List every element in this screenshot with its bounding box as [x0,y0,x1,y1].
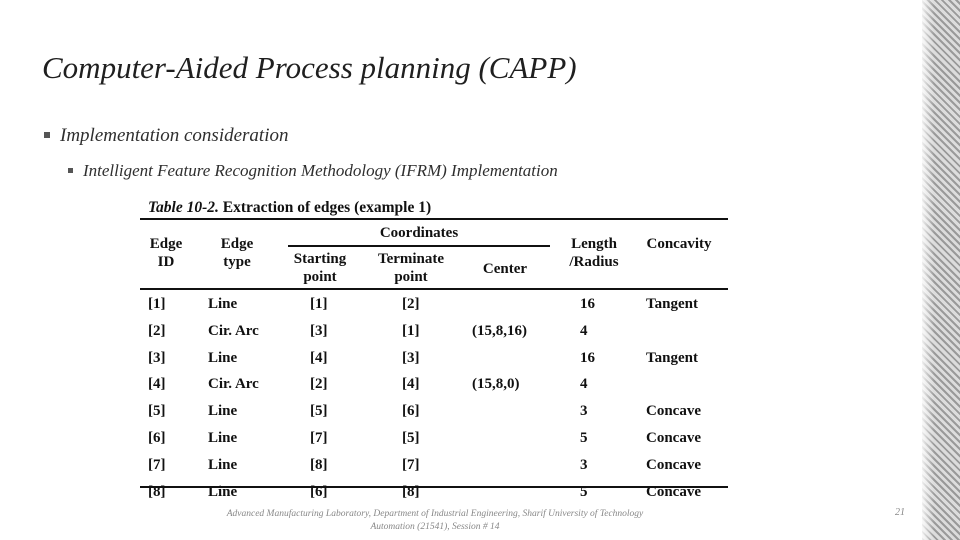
bullet-text: Intelligent Feature Recognition Methodology (IFRM) Implementation [83,161,558,180]
header-concavity: Concavity [646,236,712,252]
cell-starting-point: [2] [310,376,328,393]
cell-concavity: Concave [646,483,701,500]
bullet-text: Implementation consideration [60,125,289,146]
cell-edge-type: Cir. Arc [208,322,259,339]
cell-terminate-point: [2] [402,296,420,312]
cell-terminate-point: [7] [402,456,420,473]
cell-edge-type: Line [208,456,238,473]
cell-concavity: Concave [646,456,701,473]
header-coordinates: Coordinates [379,225,459,241]
cell-edge-type: Line [208,483,238,500]
cell-terminate-point: [5] [402,430,420,446]
table-caption: Table 10-2. Extraction of edges (example 1) [148,199,432,216]
cell-starting-point: [1] [310,296,328,312]
cell-edge-id: [8] [148,483,166,500]
cell-terminate-point: [3] [402,349,420,366]
cell-length-radius: 16 [580,296,595,312]
header-length-radius: Length /Radius [569,236,619,270]
header-starting-point: Starting point [293,251,347,285]
edges-table-figure [140,197,730,502]
cell-concavity: Tangent [646,349,698,366]
cell-center: (15,8,16) [472,322,527,339]
cell-edge-id: [7] [148,456,166,473]
cell-edge-id: [6] [148,430,166,446]
cell-edge-type: Cir. Arc [208,376,259,393]
page-number: 21 [895,507,905,518]
decorative-side-band [922,0,960,540]
cell-starting-point: [7] [310,430,328,446]
header-edge-type: Edge type [220,236,254,270]
header-edge-id: Edge ID [149,236,183,270]
cell-edge-type: Line [208,349,238,366]
coordinates-rule [288,245,550,247]
cell-length-radius: 16 [580,349,595,366]
square-bullet-icon [44,132,50,138]
cell-length-radius: 3 [580,456,588,473]
cell-center: (15,8,0) [472,376,520,393]
cell-length-radius: 5 [580,483,588,500]
cell-edge-id: [3] [148,349,166,366]
header-bottom-rule [140,288,728,290]
bullet-level2 [68,161,558,181]
cell-starting-point: [6] [310,483,328,500]
cell-edge-type: Line [208,403,238,420]
header-terminate-point: Terminate point [377,251,445,285]
cell-starting-point: [8] [310,456,328,473]
cell-length-radius: 4 [580,376,588,393]
cell-edge-id: [1] [148,296,166,312]
cell-concavity: Concave [646,430,701,446]
cell-terminate-point: [8] [402,483,420,500]
square-bullet-icon [68,168,73,173]
cell-length-radius: 3 [580,403,588,420]
footer-text: Advanced Manufacturing Laboratory, Department of Industrial Engineering, Sharif University of Technology Automation (21541), Session # 14 [226,509,644,532]
cell-concavity: Tangent [646,296,698,312]
cell-terminate-point: [1] [402,322,420,339]
cell-terminate-point: [4] [402,376,420,393]
cell-edge-id: [5] [148,403,166,420]
cell-edge-type: Line [208,430,238,446]
cell-edge-id: [2] [148,322,166,339]
cell-edge-id: [4] [148,376,166,393]
cell-starting-point: [4] [310,349,328,366]
cell-starting-point: [5] [310,403,328,420]
slide-title: Computer-Aided Process planning (CAPP) [42,50,577,85]
table-top-rule [140,218,728,220]
cell-length-radius: 5 [580,430,588,446]
cell-starting-point: [3] [310,322,328,339]
cell-edge-type: Line [208,296,238,312]
bullet-level1 [44,125,289,147]
cell-concavity: Concave [646,403,701,420]
cell-length-radius: 4 [580,322,588,339]
cell-terminate-point: [6] [402,403,420,420]
header-center: Center [482,261,528,277]
